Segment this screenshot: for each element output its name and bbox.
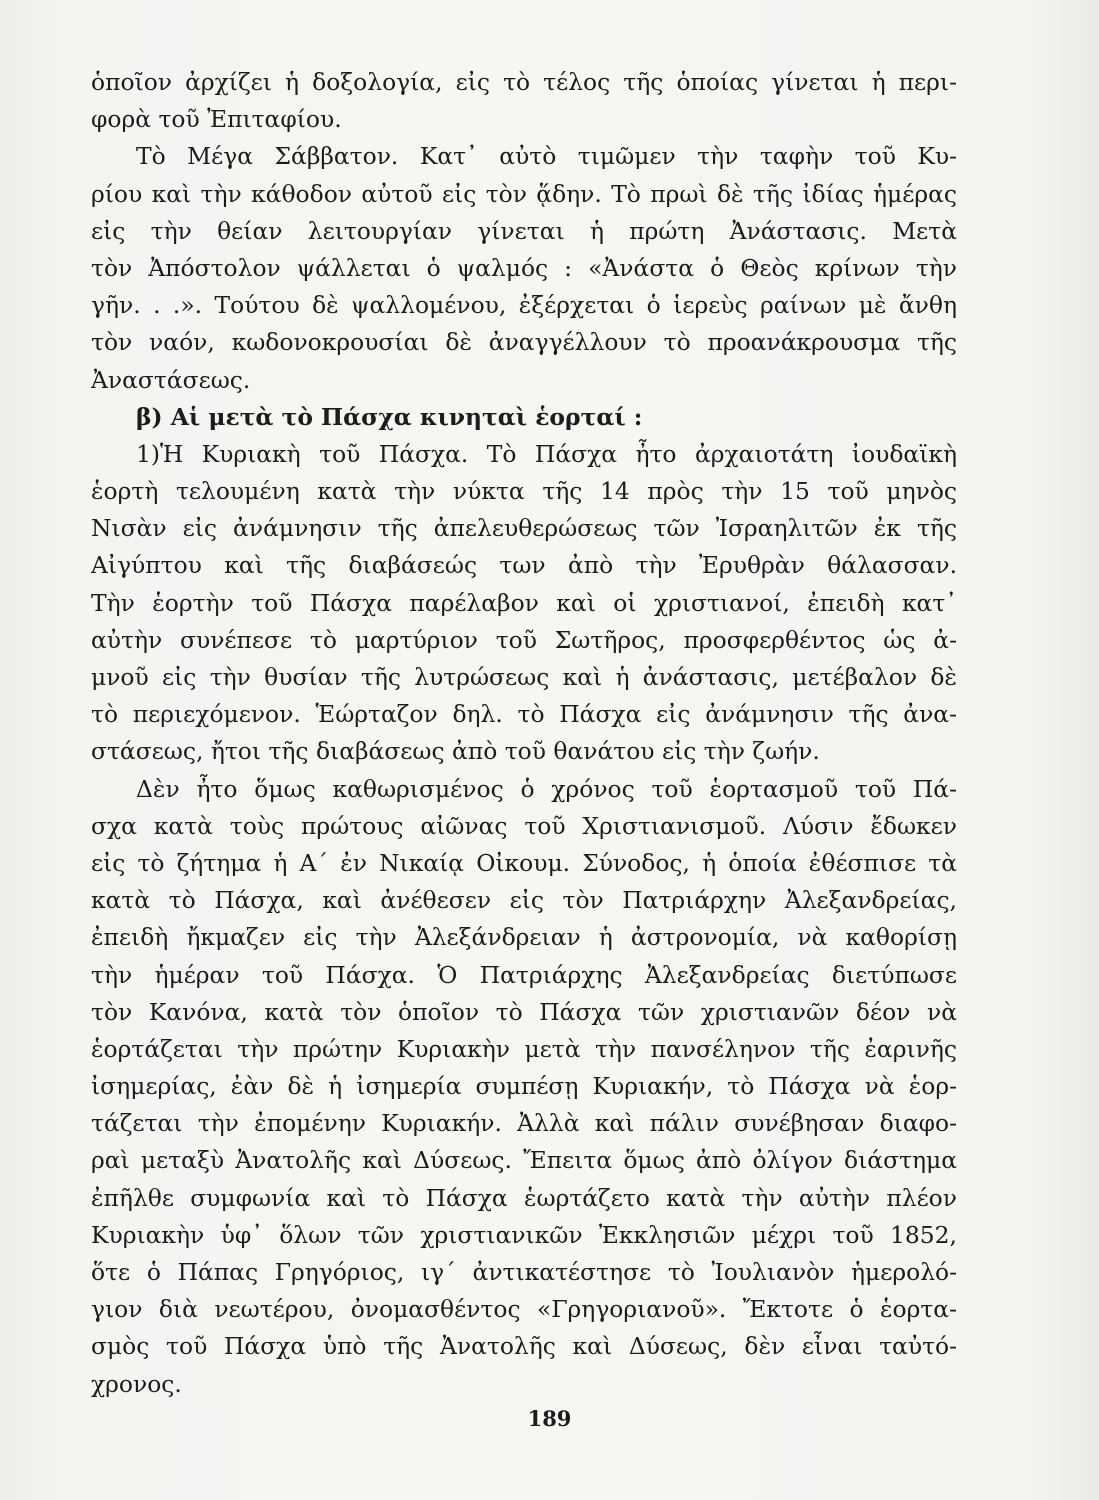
- text-line: τὸ περιεχόμενον. Ἑώρταζον δηλ. τὸ Πάσχα εἰς ἀνάμνησιν τῆς ἀνα-: [91, 700, 957, 729]
- text-line: τὸν Ἀπόστολον ψάλλεται ὁ ψαλμός : «Ἀνάστα ὁ Θεὸς κρίνων τὴν: [91, 253, 957, 282]
- text-line: μνοῦ εἰς τὴν θυσίαν τῆς λυτρώσεως καὶ ἡ ἀνάστασις, μετέβαλον δὲ: [91, 663, 957, 691]
- text-line: ἑορτάζεται τὴν πρώτην Κυριακὴν μετὰ τὴν πανσέληνον τῆς ἐαρινῆς: [91, 1034, 957, 1063]
- text-line: σμὸς τοῦ Πάσχα ὑπὸ τῆς Ἀνατολῆς καὶ Δύσεως, δὲν εἶναι ταὐτό-: [91, 1332, 957, 1361]
- body-text: [91, 64, 957, 1403]
- text-line: ἐπειδὴ ἤκμαζεν εἰς τὴν Ἀλεξάνδρειαν ἡ ἀστρονομία, νὰ καθορίσῃ: [91, 923, 957, 952]
- text-line: ὅτε ὁ Πάπας Γρηγόριος, ιγ΄ ἀντικατέστησε τὸ Ἰουλιανὸν ἡμερολό-: [91, 1258, 957, 1286]
- text-line: γῆν. . .». Τούτου δὲ ψαλλομένου, ἐξέρχεται ὁ ἱερεὺς ραίνων μὲ ἄνθη: [91, 291, 957, 320]
- text-line: Τὸ Μέγα Σάββατον. Κατ᾽ αὐτὸ τιμῶμεν τὴν ταφὴν τοῦ Κυ-: [136, 142, 957, 171]
- text-line: Ἀναστάσεως.: [91, 365, 251, 394]
- section-heading: β) Αἱ μετὰ τὸ Πάσχα κινηταὶ ἑορταί :: [136, 402, 643, 431]
- text-line: Νισὰν εἰς ἀνάμνησιν τῆς ἀπελευθερώσεως τῶν Ἰσραηλιτῶν ἐκ τῆς: [91, 514, 957, 543]
- text-line: ρίου καὶ τὴν κάθοδον αὐτοῦ εἰς τὸν ᾅδην. Τὸ πρωὶ δὲ τῆς ἰδίας ἡμέρας: [91, 179, 957, 208]
- text-line: Κυριακὴν ὑφ᾽ ὅλων τῶν χριστιανικῶν Ἐκκλησιῶν μέχρι τοῦ 1852,: [91, 1220, 957, 1249]
- text-line: στάσεως, ἤτοι τῆς διαβάσεως ἀπὸ τοῦ θανάτου εἰς τὴν ζωήν.: [91, 737, 820, 766]
- text-line: τὴν ἡμέραν τοῦ Πάσχα. Ὁ Πατριάρχης Ἀλεξανδρείας διετύπωσε: [91, 960, 957, 989]
- page-number: 189: [527, 1406, 572, 1431]
- text-line: 1)Ἡ Κυριακὴ τοῦ Πάσχα. Τὸ Πάσχα ἦτο ἀρχαιοτάτη ἰουδαϊκὴ: [136, 439, 957, 468]
- text-line: γιον διὰ νεωτέρου, ὀνομασθέντος «Γρηγοριανοῦ». Ἔκτοτε ὁ ἑορτα-: [91, 1295, 957, 1324]
- text-line: ραὶ μεταξὺ Ἀνατολῆς καὶ Δύσεως. Ἔπειτα ὅμως ἀπὸ ὀλίγον διάστημα: [91, 1146, 957, 1175]
- text-line: τάζεται τὴν ἐπομένην Κυριακήν. Ἀλλὰ καὶ πάλιν συνέβησαν διαφο-: [91, 1109, 957, 1138]
- text-line: εἰς τὴν θείαν λειτουργίαν γίνεται ἡ πρώτη Ἀνάστασις. Μετὰ: [91, 216, 957, 245]
- text-line: ὁποῖον ἀρχίζει ἡ δοξολογία, εἰς τὸ τέλος τῆς ὁποίας γίνεται ἡ περι-: [91, 68, 957, 96]
- text-line: αὐτὴν συνέπεσε τὸ μαρτύριον τοῦ Σωτῆρος, προσφερθέντος ὡς ἀ-: [91, 625, 957, 654]
- text-line: φορὰ τοῦ Ἐπιταφίου.: [91, 105, 342, 134]
- text-line: Τὴν ἑορτὴν τοῦ Πάσχα παρέλαβον καὶ οἱ χριστιανοί, ἐπειδὴ κατ᾽: [91, 588, 957, 617]
- text-line: σχα κατὰ τοὺς πρώτους αἰῶνας τοῦ Χριστιανισμοῦ. Λύσιν ἔδωκεν: [91, 811, 957, 840]
- text-line: ἰσημερίας, ἐὰν δὲ ἡ ἰσημερία συμπέσῃ Κυριακήν, τὸ Πάσχα νὰ ἑορ-: [91, 1072, 957, 1101]
- text-line: Αἰγύπτου καὶ τῆς διαβάσεώς των ἀπὸ τὴν Ἐρυθρὰν θάλασσαν.: [91, 551, 957, 580]
- text-line: χρονος.: [91, 1369, 182, 1398]
- text-line: Δὲν ἦτο ὅμως καθωρισμένος ὁ χρόνος τοῦ ἑορτασμοῦ τοῦ Πά-: [136, 774, 957, 803]
- text-line: κατὰ τὸ Πάσχα, καὶ ἀνέθεσεν εἰς τὸν Πατριάρχην Ἀλεξανδρείας,: [91, 886, 957, 915]
- text-line: τὸν ναόν, κωδονοκρουσίαι δὲ ἀναγγέλλουν τὸ προανάκρουσμα τῆς: [91, 328, 957, 357]
- text-line: εἰς τὸ ζήτημα ἡ Α΄ ἐν Νικαίᾳ Οἰκουμ. Σύνοδος, ἡ ὁποία ἐθέσπισε τὰ: [91, 848, 957, 877]
- text-line: ἐπῆλθε συμφωνία καὶ τὸ Πάσχα ἑωρτάζετο κατὰ τὴν αὐτὴν πλέον: [91, 1183, 957, 1212]
- text-line: τὸν Κανόνα, κατὰ τὸν ὁποῖον τὸ Πάσχα τῶν χριστιανῶν δέον νὰ: [91, 997, 957, 1026]
- text-line: ἑορτὴ τελουμένη κατὰ τὴν νύκτα τῆς 14 πρὸς τὴν 15 τοῦ μηνὸς: [91, 477, 957, 506]
